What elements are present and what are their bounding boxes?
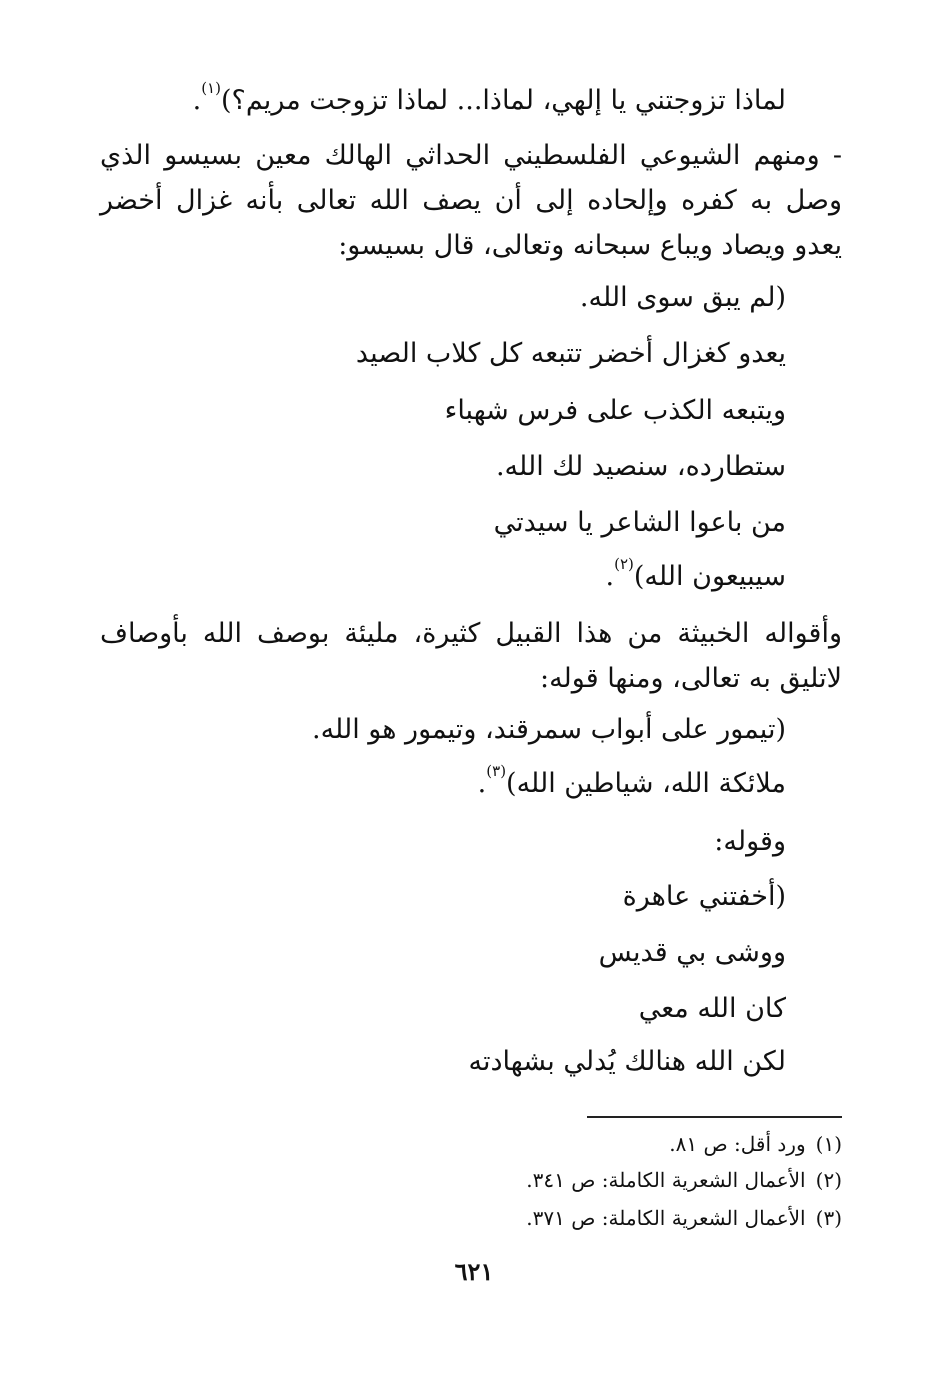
poem1-line-2: يعدو كغزال أخضر تتبعه كل كلاب الصيد [355,338,786,369]
footnote-2-text: الأعمال الشعرية الكاملة: ص ٣٤١. [526,1168,806,1192]
footnote-1 [422,1130,842,1158]
opening-period: . [192,85,202,116]
footnote-2 [422,1166,842,1194]
poem3-line-4: لكن الله هنالك يُدلي بشهادته [468,1046,786,1077]
poem1-line-5: من باعوا الشاعر يا سيدتي [493,507,786,538]
poem1-line-6-text: سيبيعون الله) [633,561,786,592]
footnote-3-text: الأعمال الشعرية الكاملة: ص ٣٧١. [526,1206,806,1230]
footnote-divider [587,1116,842,1118]
page-number: ٦٢١ [454,1257,494,1286]
poem1-line-1: (لم يبق سوى الله. [579,282,786,313]
poem2-line-2 [226,762,786,802]
footnote-1-text: ورد أقل: ص ٨١. [669,1132,806,1156]
footnote-3-number: (٣) [815,1206,842,1230]
poem1-line-4: ستطارده، سنصيد لك الله. [495,451,786,482]
poem3-line-1: (أخفتني عاهرة [622,881,786,912]
footnote-ref-1: (١) [201,79,221,97]
poem1-line-6-period: . [605,561,615,592]
poem3-line-2: ووشى بي قديس [598,937,786,968]
opening-line [186,79,786,119]
poem2-line-2-period: . [477,768,487,799]
footnote-ref-3: (٣) [486,762,507,780]
intro-paragraph: - ومنهم الشيوعي الفلسطيني الحداثي الهالك معين بسيسو الذي وصل به كفره وإلحاده إلى أن يصف الله تعالى بأنه غزال أخضر يعدو ويصاد ويباع سبحانه وتعالى، قال بسيسو: [100,140,842,261]
poem2-line-1: (تيمور على أبواب سمرقند، وتيمور هو الله. [311,714,786,745]
opening-text: لماذا تزوجتني يا إلهي، لماذا... لماذا تزوجت مريم؟) [220,85,786,116]
poem3-line-3: كان الله معي [638,993,786,1024]
footnote-1-number: (١) [815,1132,842,1156]
footnote-3 [422,1204,842,1232]
footnote-ref-2: (٢) [614,555,634,573]
poem1-line-6 [226,555,786,595]
poem3-intro: وقوله: [714,826,786,857]
poem2-line-2-text: ملائكة الله، شياطين الله) [506,768,786,799]
middle-paragraph: وأقواله الخبيثة من هذا القبيل كثيرة، مليئة بوصف الله بأوصاف لاتليق به تعالى، ومنها قوله: [100,618,842,694]
footnote-2-number: (٢) [815,1168,842,1192]
poem1-line-3: ويتبعه الكذب على فرس شهباء [444,395,786,426]
